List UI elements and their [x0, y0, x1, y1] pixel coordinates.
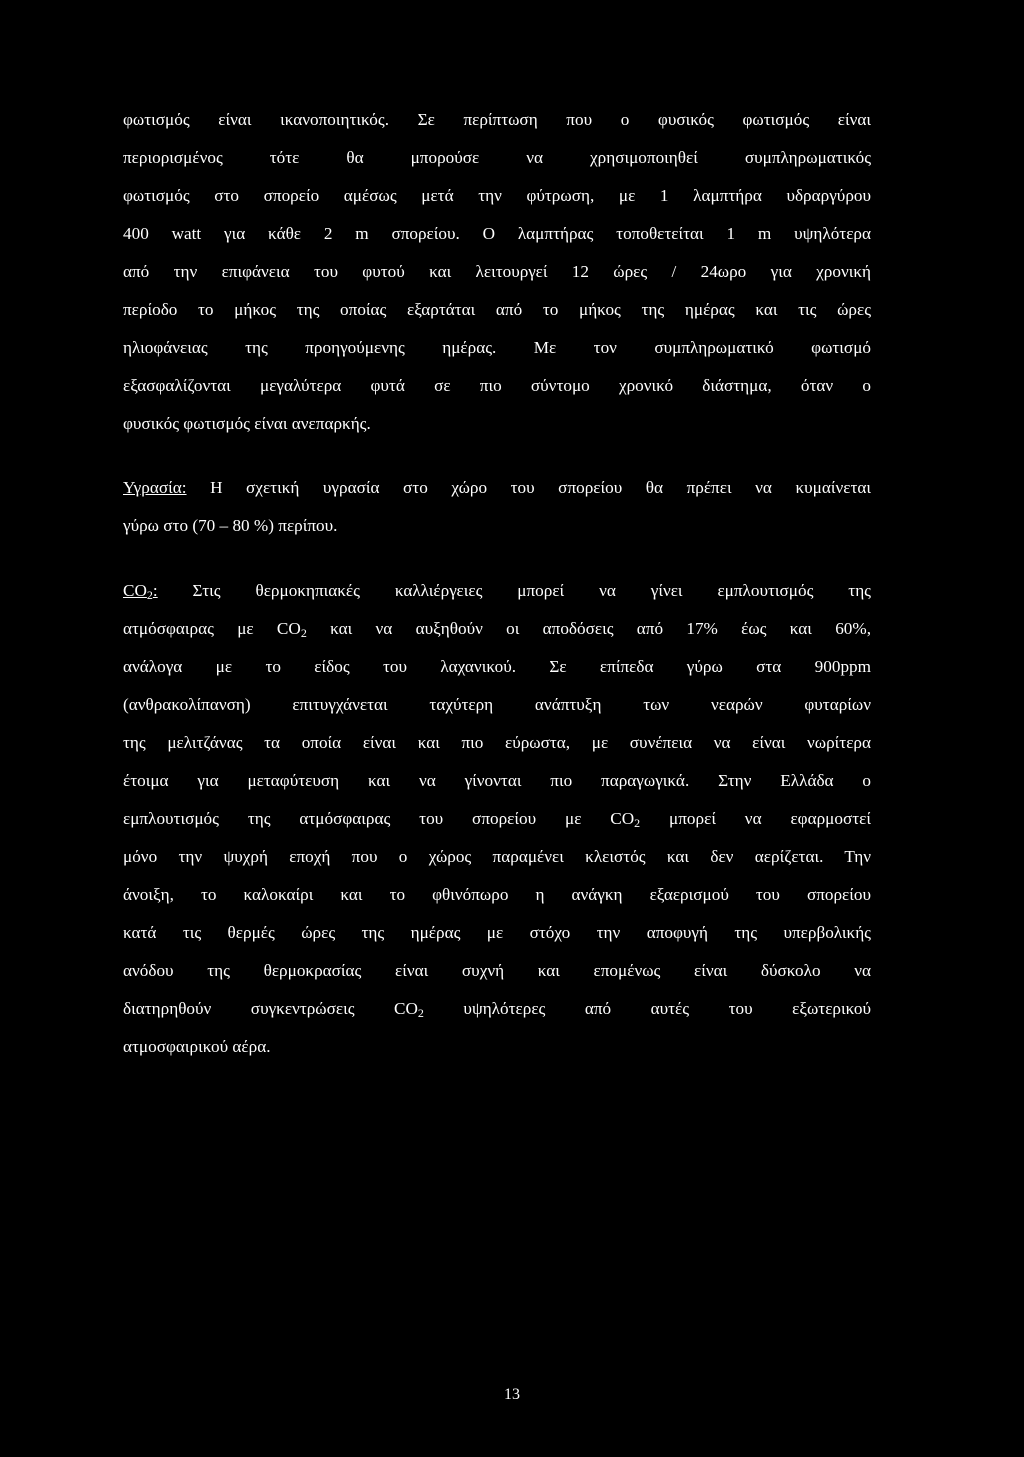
humidity-heading: Υγρασία: [123, 478, 187, 497]
text-line: άνοιξη, το καλοκαίρι και το φθινόπωρο η ανάγκη εξαερισμού του σπορείου [123, 885, 871, 904]
page-number: 13 [504, 1386, 520, 1403]
text-line: περιορισμένος τότε θα μπορούσε να χρησιμοποιηθεί συμπληρωματικός [123, 148, 871, 167]
text-line: ανάλογα με το είδος του λαχανικού. Σε επίπεδα γύρω στα 900ppm [123, 657, 871, 676]
text-line [123, 474, 871, 512]
text-line [123, 577, 871, 615]
text-line: φωτισμός στο σπορείο αμέσως μετά την φύτρωση, με 1 λαμπτήρα υδραργύρου [123, 186, 871, 205]
text-line: της μελιτζάνας τα οποία είναι και πιο εύρωστα, με συνέπεια να είναι νωρίτερα [123, 733, 871, 752]
text-line: περίοδο το μήκος της οποίας εξαρτάται από το μήκος της ημέρας και τις ώρες [123, 300, 871, 319]
text-line: 400 watt για κάθε 2 m σπορείου. Ο λαμπτήρας τοποθετείται 1 m υψηλότερα [123, 224, 871, 243]
paragraph-co2 [123, 577, 871, 1071]
text-line: εμπλουτισμός της ατμόσφαιρας του σπορείου με $CO_2$ μπορεί να εφαρμοστεί [123, 809, 871, 830]
co2-heading: $CO_2$: [123, 581, 158, 602]
text-line: από την επιφάνεια του φυτού και λειτουργεί 12 ώρες / 24ωρο για χρονική [123, 262, 871, 281]
co2-text: Στις θερμοκηπιακές καλλιέργειες μπορεί να γίνει εμπλουτισμός της [157, 581, 871, 600]
text-line: ηλιοφάνειας της προηγούμενης ημέρας. Με τον συμπληρωματικό φωτισμό [123, 338, 871, 357]
paragraph-humidity [123, 474, 871, 550]
paragraph-spacer [123, 448, 871, 474]
paragraph-spacer [123, 550, 871, 577]
text-line: ανόδου της θερμοκρασίας είναι συχνή και επομένως είναι δύσκολο να [123, 961, 871, 980]
paragraph-lighting [123, 106, 871, 448]
text-line: διατηρηθούν συγκεντρώσεις $CO_2$ υψηλότερες από αυτές του εξωτερικού [123, 999, 872, 1020]
text-line: μόνο την ψυχρή εποχή που ο χώρος παραμένει κλειστός και δεν αερίζεται. Την [123, 847, 871, 866]
text-line: έτοιμα για μεταφύτευση και να γίνονται πιο παραγωγικά. Στην Ελλάδα ο [123, 771, 871, 790]
text-line: ατμοσφαιρικού αέρα. [123, 1037, 271, 1056]
document-body [123, 106, 871, 1071]
text-line: (ανθρακολίπανση) επιτυγχάνεται ταχύτερη ανάπτυξη των νεαρών φυταρίων [123, 695, 871, 714]
text-line: ατμόσφαιρας με $CO_2$ και να αυξηθούν οι αποδόσεις από 17% έως και 60%, [123, 619, 871, 640]
text-line: φυσικός φωτισμός είναι ανεπαρκής. [123, 414, 371, 433]
humidity-text: Η σχετική υγρασία στο χώρο του σπορείου θα πρέπει να κυμαίνεται [186, 478, 871, 497]
text-line: εξασφαλίζονται μεγαλύτερα φυτά σε πιο σύντομο χρονικό διάστημα, όταν ο [123, 376, 871, 395]
text-line: φωτισμός είναι ικανοποιητικός. Σε περίπτωση που ο φυσικός φωτισμός είναι [123, 110, 871, 129]
text-line: κατά τις θερμές ώρες της ημέρας με στόχο την αποφυγή της υπερβολικής [123, 923, 871, 942]
text-line: γύρω στο (70 – 80 %) περίπου. [123, 516, 338, 535]
